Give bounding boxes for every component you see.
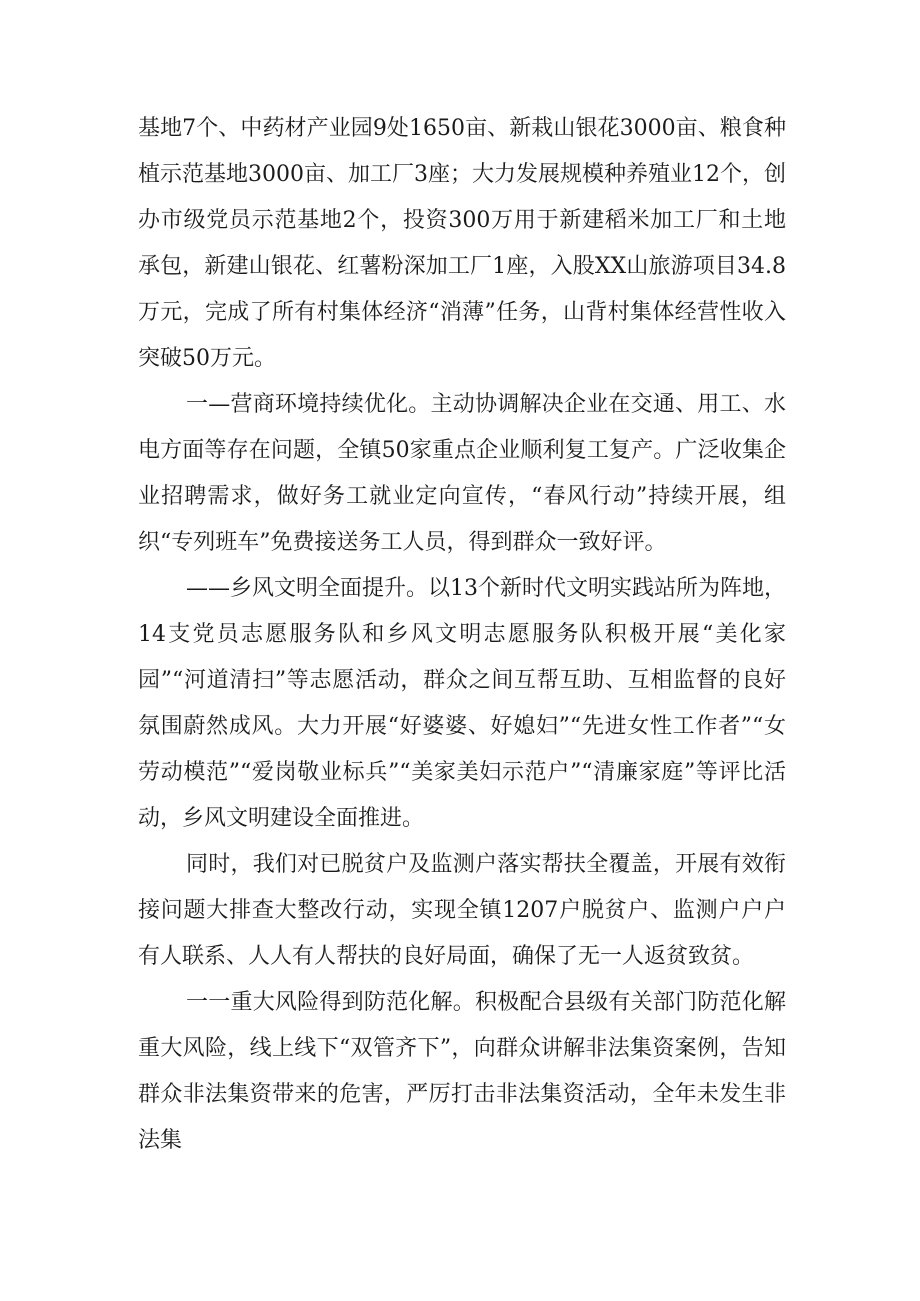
paragraph-rural-civilization: ——乡风文明全面提升。以13个新时代文明实践站所为阵地，14支党员志愿服务队和乡风文明志愿服务队积极开展“美化家园”“河道清扫”等志愿活动，群众之间互帮互助、互相监督的良好氛围蔚然成风。大力开展“好婆婆、好媳妇”“先进女性工作者”“女劳动模范”“爱岗敬业标兵”“美家美妇示范户”“清廉家庭”等评比活动，乡风文明建设全面推进。: [138, 576, 786, 831]
paragraph-agriculture-results: 基地7个、中药材产业园9处1650亩、新栽山银花3000亩、粮食种植示范基地3000亩、加工厂3座；大力发展规模种养殖业12个，创办市级党员示范基地2个，投资300万用于新建稻米加工厂和土地承包，新建山银花、红薯粉深加工厂1座，入股XX山旅游项目34.8万元，完成了所有村集体经济“消薄”任务，山背村集体经营性收入突破50万元。: [138, 116, 786, 371]
document-body: [138, 106, 786, 1164]
paragraph-business-environment: 一—营商环境持续优化。主动协调解决企业在交通、用工、水电方面等存在问题，全镇50家重点企业顺利复工复产。广泛收集企业招聘需求，做好务工就业定向宣传，“春风行动”持续开展，组织“专列班车”免费接送务工人员，得到群众一致好评。: [138, 392, 786, 555]
paragraph-poverty-assistance: 同时，我们对已脱贫户及监测户落实帮扶全覆盖，开展有效衔接问题大排查大整改行动，实现全镇1207户脱贫户、监测户户户有人联系、人人有人帮扶的良好局面，确保了无一人返贫致贫。: [138, 852, 786, 969]
paragraph-risk-prevention: 一一重大风险得到防范化解。积极配合县级有关部门防范化解重大风险，线上线下“双管齐下”，向群众讲解非法集资案例，告知群众非法集资带来的危害，严厉打击非法集资活动，全年未发生非法集: [138, 990, 786, 1153]
